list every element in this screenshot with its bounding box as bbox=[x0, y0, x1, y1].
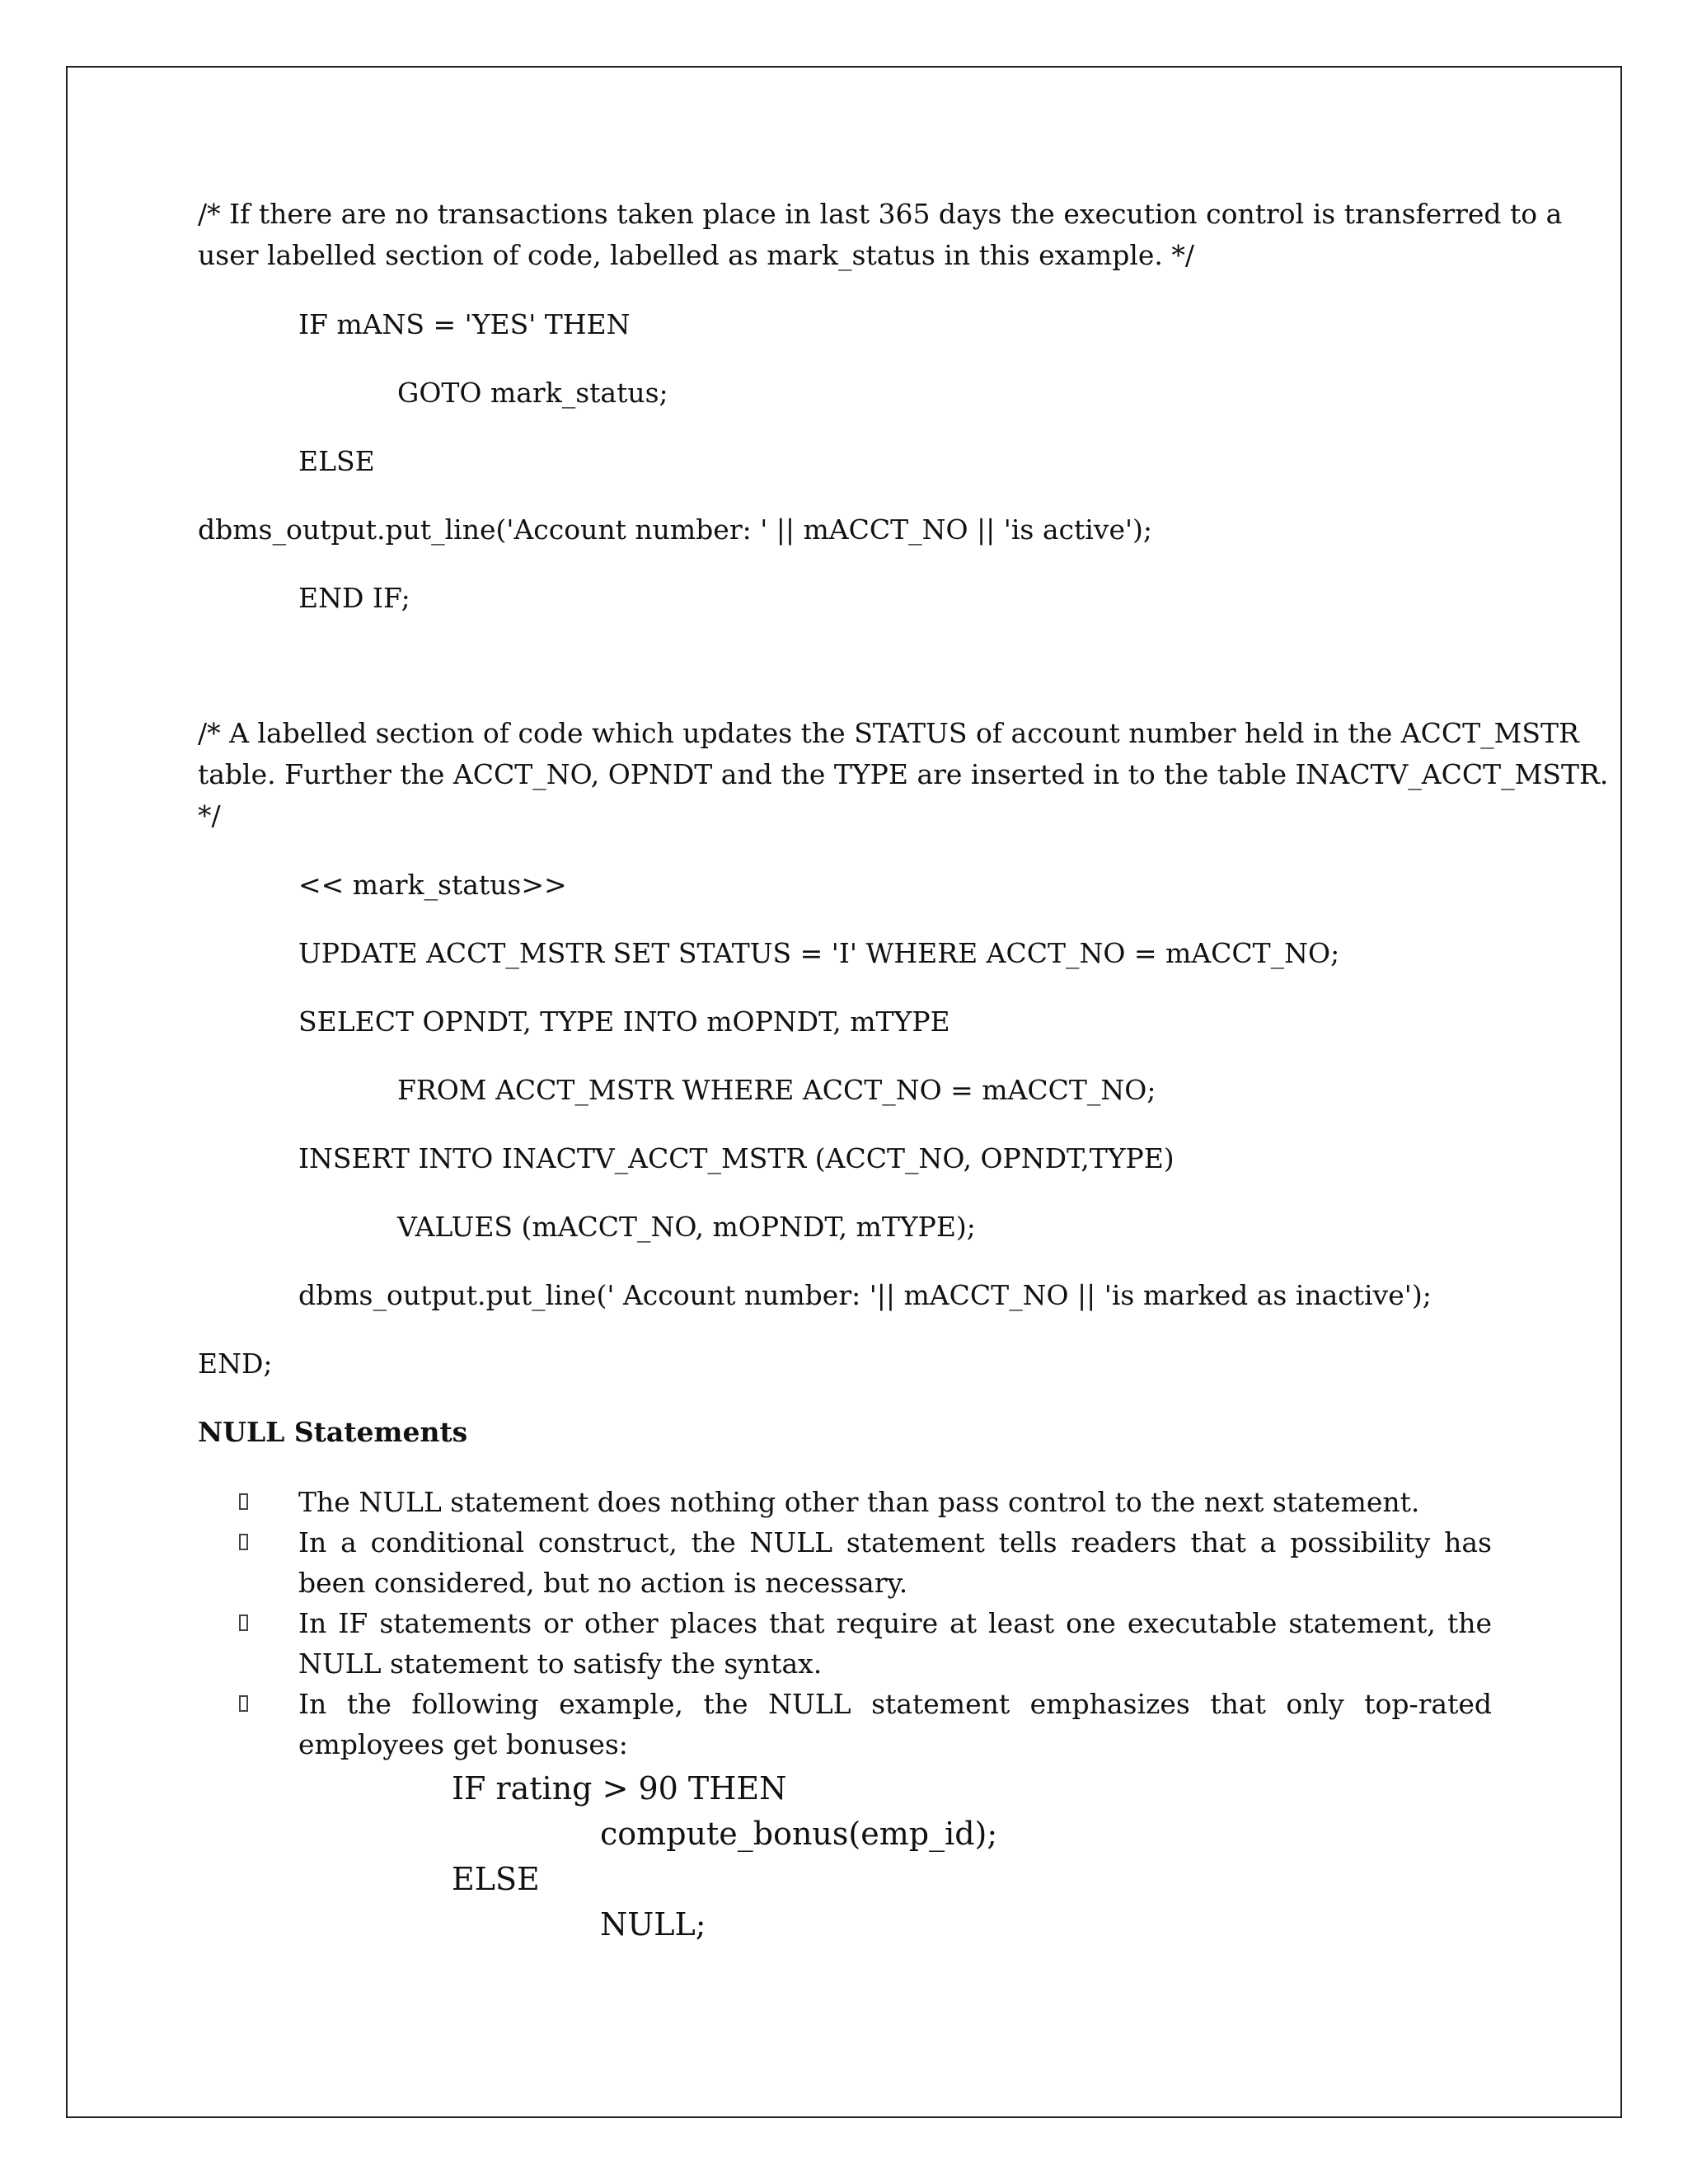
code-line: UPDATE ACCT_MSTR SET STATUS = 'I' WHERE ACCT_NO = mACCT_NO; bbox=[298, 937, 1340, 969]
list-item bbox=[239, 1482, 1492, 1522]
code-line: VALUES (mACCT_NO, mOPNDT, mTYPE); bbox=[397, 1211, 976, 1243]
list-item-text: In the following example, the NULL statement emphasizes that only top-rated employees get bonuses: bbox=[298, 1688, 1492, 1760]
comment-line: /* If there are no transactions taken place in last 365 days the execution control is transferred to a bbox=[198, 198, 1563, 230]
code-line: dbms_output.put_line(' Account number: '|| mACCT_NO || 'is marked as inactive'); bbox=[298, 1279, 1432, 1311]
list-item-text: In IF statements or other places that require at least one executable statement, the NULL statement to satisfy the syntax. bbox=[298, 1607, 1492, 1680]
example-code-line: NULL; bbox=[600, 1906, 706, 1943]
code-line: IF mANS = 'YES' THEN bbox=[298, 308, 631, 340]
bullet-list bbox=[239, 1482, 1492, 1765]
comment-line: table. Further the ACCT_NO, OPNDT and the TYPE are inserted in to the table INACTV_ACCT_MSTR. bbox=[198, 758, 1609, 790]
example-code-line: ELSE bbox=[452, 1861, 540, 1897]
bullet-box-icon bbox=[239, 1615, 248, 1631]
code-line: INSERT INTO INACTV_ACCT_MSTR (ACCT_NO, OPNDT,TYPE) bbox=[298, 1142, 1175, 1174]
code-line: dbms_output.put_line('Account number: ' || mACCT_NO || 'is active'); bbox=[198, 513, 1153, 546]
code-line: SELECT OPNDT, TYPE INTO mOPNDT, mTYPE bbox=[298, 1005, 950, 1038]
bullet-box-icon bbox=[239, 1493, 248, 1510]
code-line: ELSE bbox=[298, 445, 375, 477]
bullet-box-icon bbox=[239, 1534, 248, 1550]
comment-line: /* A labelled section of code which updates the STATUS of account number held in the ACCT_MSTR bbox=[198, 717, 1579, 749]
list-item-text: In a conditional construct, the NULL statement tells readers that a possibility has been considered, but no action is necessary. bbox=[298, 1526, 1492, 1599]
list-item bbox=[239, 1603, 1492, 1684]
code-label: << mark_status>> bbox=[298, 869, 567, 901]
bullet-box-icon bbox=[239, 1695, 248, 1712]
code-line: FROM ACCT_MSTR WHERE ACCT_NO = mACCT_NO; bbox=[397, 1074, 1156, 1106]
code-line: GOTO mark_status; bbox=[397, 377, 668, 409]
code-line: END IF; bbox=[298, 582, 410, 614]
example-code-line: compute_bonus(emp_id); bbox=[600, 1816, 998, 1852]
list-item-text: The NULL statement does nothing other than pass control to the next statement. bbox=[298, 1486, 1420, 1518]
example-code-line: IF rating > 90 THEN bbox=[452, 1770, 787, 1807]
section-heading: NULL Statements bbox=[198, 1416, 468, 1448]
list-item bbox=[239, 1522, 1492, 1603]
code-line: END; bbox=[198, 1347, 273, 1380]
comment-line: */ bbox=[198, 799, 221, 832]
comment-line: user labelled section of code, labelled as mark_status in this example. */ bbox=[198, 239, 1195, 271]
list-item bbox=[239, 1684, 1492, 1765]
